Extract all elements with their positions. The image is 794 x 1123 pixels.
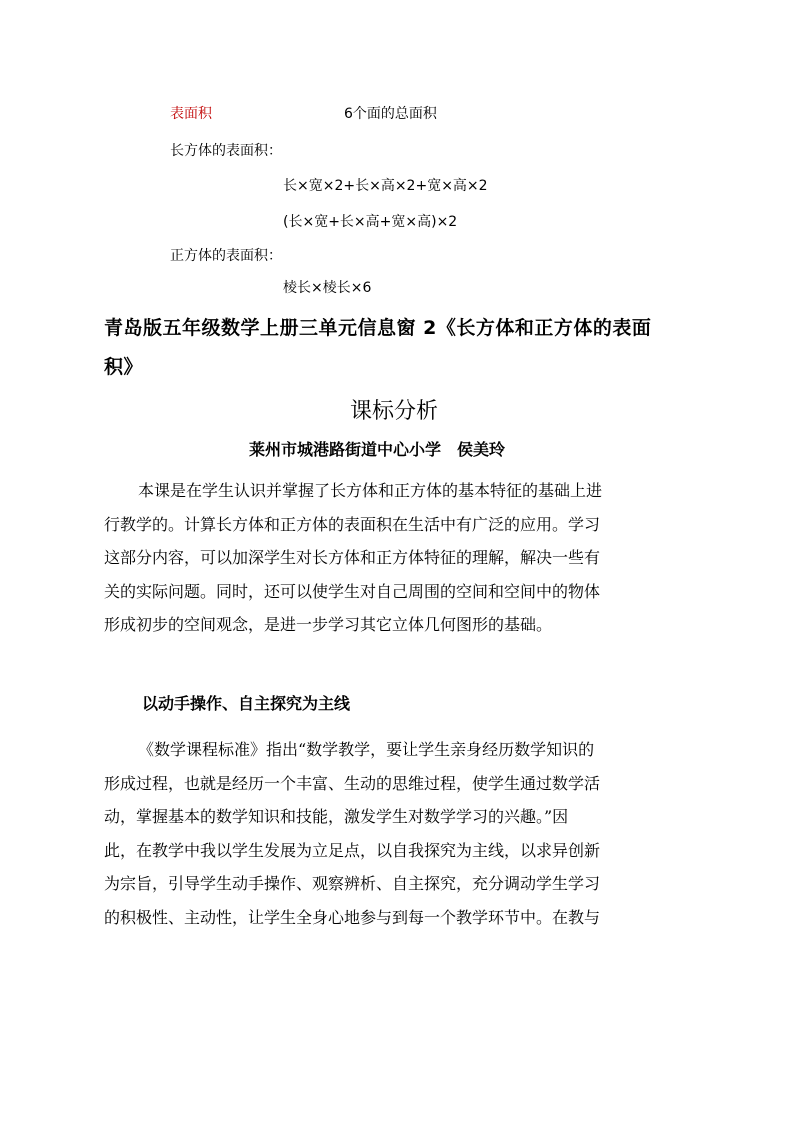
paragraph-line: 本课是在学生认识并掌握了长方体和正方体的基本特征的基础上进	[138, 481, 603, 500]
cube-formula: 棱长×棱长×6	[283, 280, 372, 296]
cuboid-formula-factored: (长×宽+长×高+宽×高)×2	[283, 214, 458, 230]
paragraph-line: 形成初步的空间观念，是进一步学习其它立体几何图形的基础。	[104, 615, 553, 634]
cuboid-label: 长方体的表面积：	[170, 143, 282, 159]
paragraph-line: 《数学课程标准》指出“数学教学，要让学生亲身经历数学知识的	[138, 740, 595, 759]
paragraph-line: 的积极性、主动性，让学生全身心地参与到每一个教学环节中。在教与	[104, 907, 601, 927]
paragraph-hands-on	[104, 733, 690, 934]
document-title-line1: 青岛版五年级数学上册三单元信息窗 2《长方体和正方体的表面	[104, 317, 652, 339]
paragraph-curriculum-analysis	[104, 474, 690, 642]
section-title: 课标分析	[350, 399, 439, 424]
cube-label: 正方体的表面积：	[170, 248, 282, 264]
paragraph-line: 为宗旨，引导学生动手操作、观察辨析、自主探究，充分调动学生学习	[104, 874, 601, 893]
paragraph-line: 这部分内容，可以加深学生对长方体和正方体特征的理解，解决一些有	[104, 548, 601, 567]
paragraph-line: 关的实际问题。同时，还可以使学生对自己周围的空间和空间中的物体	[104, 581, 601, 601]
paragraph-line: 动，掌握基本的数学知识和技能，激发学生对数学学习的兴趣。”因	[104, 807, 569, 826]
paragraph-line: 行教学的。计算长方体和正方体的表面积在生活中有广泛的应用。学习	[104, 514, 601, 534]
document-title-line2: 积》	[104, 356, 144, 378]
surface-area-definition: 6个面的总面积	[344, 106, 437, 122]
surface-area-term: 表面积	[170, 106, 212, 122]
cuboid-formula-expanded: 长×宽×2+长×高×2+宽×高×2	[283, 178, 488, 194]
paragraph-line: 此，在教学中我以学生发展为立足点，以自我探究为主线，以求异创新	[104, 840, 601, 860]
subheading-hands-on: 以动手操作、自主探究为主线	[142, 694, 351, 713]
author-line: 莱州市城港路街道中心小学 侯美玲	[249, 440, 506, 459]
paragraph-line: 形成过程，也就是经历一个丰富、生动的思维过程，使学生通过数学活	[104, 773, 601, 793]
